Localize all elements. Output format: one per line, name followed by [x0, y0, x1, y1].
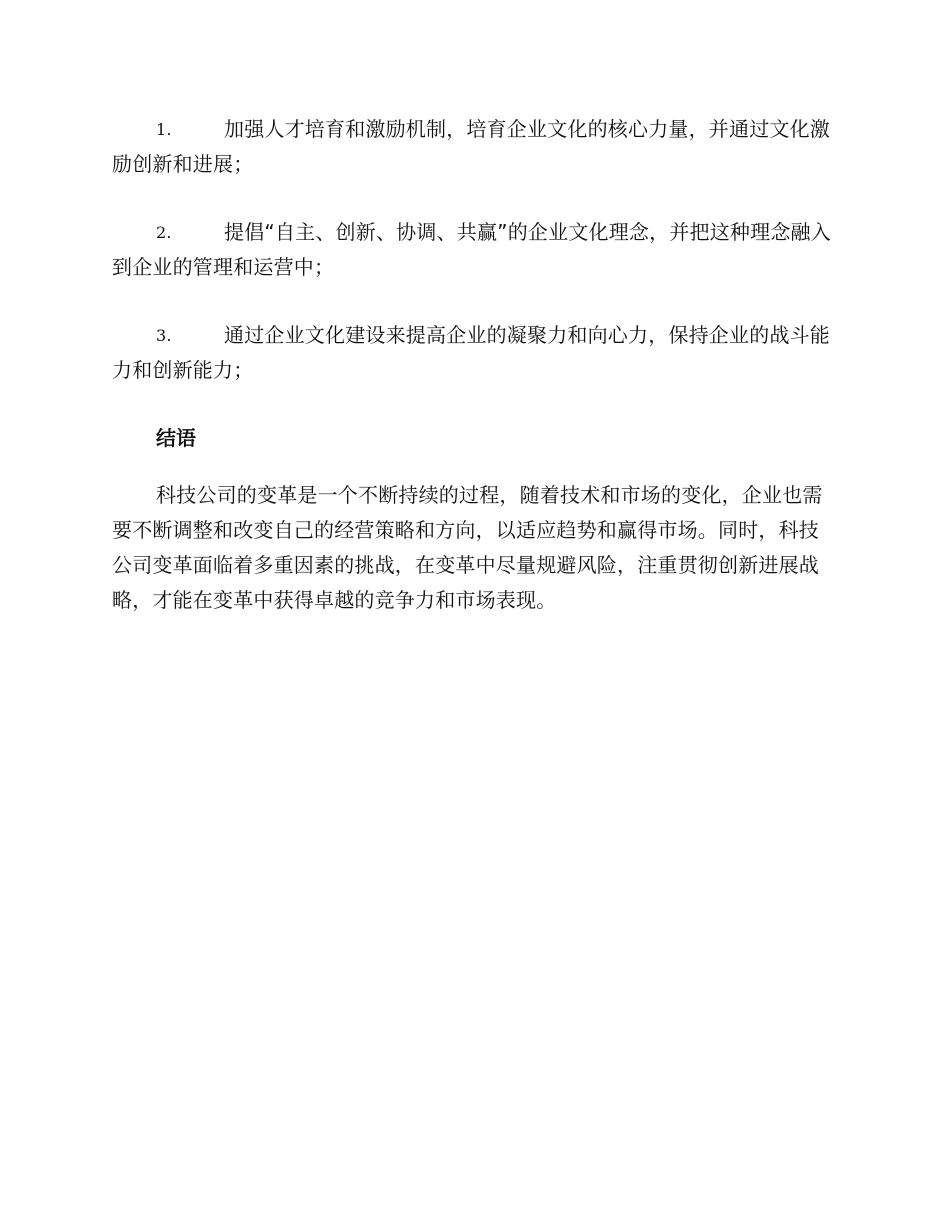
list-item-2 — [112, 215, 832, 285]
list-item-text: 提倡“自主、创新、协调、共赢”的企业文化理念，并把这种理念融入到企业的管理和运营中； — [112, 220, 831, 279]
conclusion-heading: 结语 — [156, 426, 196, 450]
list-item-1 — [112, 112, 832, 182]
list-item-text: 通过企业文化建设来提高企业的凝聚力和向心力，保持企业的战斗能力和创新能力； — [112, 323, 830, 382]
list-item-text: 加强人才培育和激励机制，培育企业文化的核心力量，并通过文化激励创新和进展； — [112, 117, 830, 176]
list-number: 3. — [156, 326, 172, 345]
list-number: 1. — [156, 120, 172, 139]
list-number: 2. — [156, 223, 172, 242]
list-item-3 — [112, 318, 832, 388]
conclusion-paragraph: 科技公司的变革是一个不断持续的过程，随着技术和市场的变化，企业也需要不断调整和改变自己的经营策略和方向，以适应趋势和赢得市场。同时，科技公司变革面临着多重因素的挑战，在变革中尽量规避风险，注重贯彻创新进展战略，才能在变革中获得卓越的竞争力和市场表现。 — [112, 483, 823, 612]
document-page — [112, 112, 832, 618]
